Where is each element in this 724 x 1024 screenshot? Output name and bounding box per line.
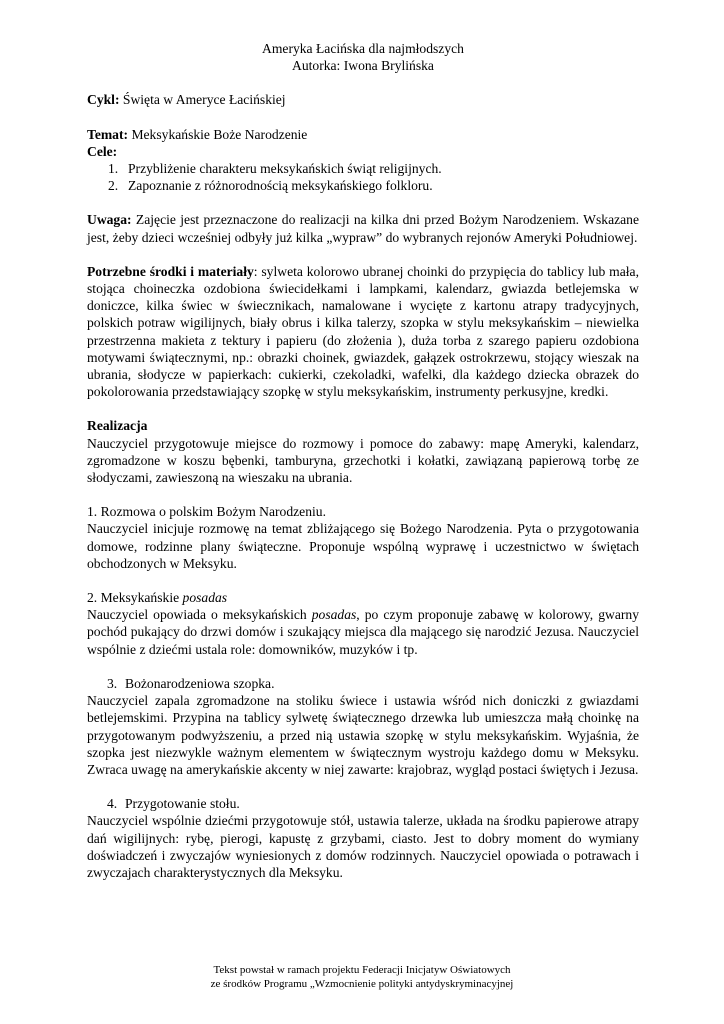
materials-text: : sylweta kolorowo ubranej choinki do przypięcia do tablicy lub mała, stojąca choineczka ozdobiona świecidełkami i lampkami, kalendarz, gwiazda betlejemska w doniczce, kilka świec w świecznikach, namalowane i wycięte z kartonu atrapy tradycyjnych, polskich potraw wigilijnych, biały obrus i kilka talerzy, szopka w stylu meksykańskim – niewielka przestrzenna makieta z tektury i papieru (do złożenia ), duża torba z szarego papieru ozdobiona motywami świątecznymi, np.: obrazki choinek, gwiazdek, gałązek ostrokrzewu, stojący wieszak na ubrania, słodycze w papierkach: cukierki, czekoladki, wafelki, dla każdego dziecka obrazek do pokolorowania przedstawiający szopkę w stylu meksykańskim, instrumenty perkusyjne, kredki. (87, 263, 639, 400)
step-4-number: 4. (107, 796, 118, 812)
goal-text: Przybliżenie charakteru meksykańskich świąt religijnych. (128, 161, 442, 177)
goal-number: 1. (108, 161, 119, 177)
document-author: Autorka: Iwona Brylińska (292, 58, 434, 74)
step-2-text-italic: posadas (311, 607, 357, 623)
topic-label: Temat: (87, 126, 129, 142)
realization-intro: Nauczyciel przygotowuje miejsce do rozmowy i pomoce do zabawy: mapę Ameryki, kalendarz, zgromadzone w koszu bębenki, tamburyna, grzechotki i kołatki, zawiązaną papierową torbę ze słodyczami, zawieszoną na wieszaku na ubrania. (87, 435, 639, 486)
step-1-title: 1. Rozmowa o polskim Bożym Narodzeniu. (87, 504, 326, 520)
document-title: Ameryka Łacińska dla najmłodszych (262, 41, 464, 56)
materials-paragraph (87, 263, 639, 401)
list-item (87, 160, 639, 177)
goals-heading (87, 143, 639, 160)
note-text: Zajęcie jest przeznaczone do realizacji na kilka dni przed Bożym Narodzeniem. Wskazane jest, żeby dzieci wcześniej odbyły już kilka „wypraw” do wybranych rejonów Ameryki Południowej. (87, 212, 640, 245)
step-2-title (87, 589, 639, 606)
goals-list (87, 160, 639, 194)
goal-text: Zapoznanie z różnorodnością meksykańskiego folkloru. (128, 178, 433, 194)
footer-line-2: ze środków Programu „Wzmocnienie polityki antydyskryminacyjnej (210, 978, 514, 990)
cycle-line (87, 91, 639, 108)
step-2-title-italic: posadas (182, 590, 228, 606)
note-paragraph (87, 211, 639, 245)
goal-number: 2. (108, 178, 119, 194)
step-2-text (87, 606, 639, 658)
step-3-text: Nauczyciel zapala zgromadzone na stoliku świece i ustawia wśród nich doniczki z gwiazdami betlejemskimi. Przypina na tablicy sylwetę świątecznego drzewka lub umieszcza małą choinkę na przygotowanym podwyższeniu, a przed nią ustawia szopkę w stylu meksykańskim. Wyjaśnia, że szopka jest niezwykle ważnym elementem w świątecznym wystroju każdego domu w Meksyku. Zwraca uwagę na amerykańskie akcenty w niej zawarte: krajobraz, wygląd postaci świętych i Jezusa. (87, 693, 639, 777)
realization-label: Realizacja (87, 418, 148, 434)
step-2-text-after: , po czym proponuje zabawę w kolorowy, gwarny pochód pukający do drzwi domów i szukający miejsca dla mającego się narodzić Jezusa. Nauczyciel wspólnie z dziećmi ustala role: domowników, muzyków i tp. (87, 607, 640, 657)
document-page (87, 40, 639, 881)
realization-heading (87, 417, 639, 434)
step-3-title (87, 675, 639, 692)
footer-line-1: Tekst powstał w ramach projektu Federacji Inicjatyw Oświatowych (213, 964, 511, 976)
cycle-value: Święta w Ameryce Łacińskiej (122, 92, 286, 108)
materials-label: Potrzebne środki i materiały (87, 263, 254, 279)
step-1-text: Nauczyciel inicjuje rozmowę na temat zbliżającego się Bożego Narodzenia. Pyta o przygotowania domowe, rodzinne plany świąteczne. Proponuje wspólną wyprawę i uczestnictwo w świętach obchodzonych w Meksyku. (87, 521, 639, 571)
topic-line (87, 126, 639, 143)
step-2-text-before: Nauczyciel opowiada o meksykańskich (87, 607, 312, 623)
step-4-title (87, 795, 639, 812)
step-4-title-text: Przygotowanie stołu. (125, 796, 240, 812)
step-3-number: 3. (107, 675, 118, 691)
note-label: Uwaga: (87, 212, 132, 228)
page-footer (0, 963, 724, 991)
goals-label: Cele: (87, 143, 118, 159)
step-3-title-text: Bożonarodzeniowa szopka. (125, 675, 275, 691)
step-2-title-prefix: 2. Meksykańskie (87, 590, 183, 606)
topic-value: Meksykańskie Boże Narodzenie (131, 126, 308, 142)
list-item (87, 177, 639, 194)
step-4-text: Nauczyciel wspólnie dziećmi przygotowuje stół, ustawia talerze, układa na środku papierowe atrapy dań wigilijnych: rybę, pierogi, kapustę z grzybami, ciasto. Jest to dobry moment do wymiany doświadczeń i zwyczajów wyniesionych z domów rodzinnych. Nauczyciel opowiada o potrawach i zwyczajach charakterystycznych dla Meksyku. (87, 813, 639, 880)
cycle-label: Cykl: (87, 92, 120, 108)
